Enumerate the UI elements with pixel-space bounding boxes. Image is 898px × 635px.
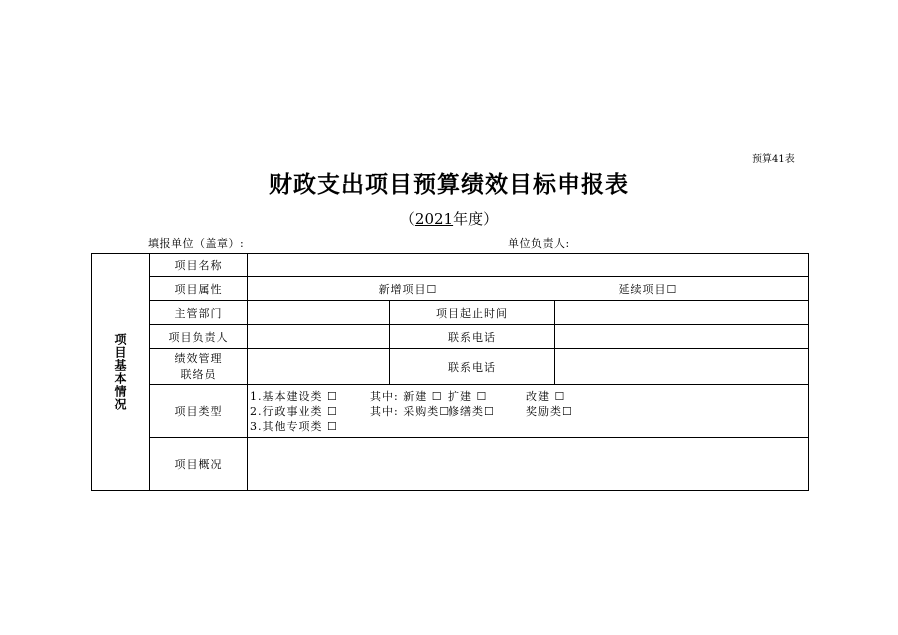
attribute-continuing-checkbox[interactable]: 延续项目☐ xyxy=(618,282,678,296)
type-basic-construction-checkbox[interactable]: 1.基本建设类 ☐ xyxy=(250,389,338,403)
project-attribute-label: 项目属性 xyxy=(150,277,248,301)
period-label: 项目起止时间 xyxy=(390,301,555,325)
year-line xyxy=(0,208,898,229)
phone-label-2: 联系电话 xyxy=(390,349,555,385)
type-new-build-checkbox[interactable]: 其中: 新建 ☐ xyxy=(370,389,443,403)
type-reward-checkbox[interactable]: 奖励类☐ xyxy=(526,404,573,418)
dept-label: 主管部门 xyxy=(150,301,248,325)
page-title: 财政支出项目预算绩效目标申报表 xyxy=(269,172,629,198)
perf-contact-field[interactable] xyxy=(248,349,390,385)
project-attribute-field xyxy=(248,277,809,301)
overview-field[interactable] xyxy=(248,438,809,491)
type-line-3 xyxy=(250,419,808,434)
fill-unit-label: 填报单位（盖章）: xyxy=(148,237,245,250)
perf-contact-label-line-2: 联络员 xyxy=(180,367,217,381)
type-expansion-checkbox[interactable]: 扩建 ☐ xyxy=(448,389,488,403)
section-label: 项目基本情况 xyxy=(92,254,150,491)
year-value[interactable]: 2021 xyxy=(414,210,454,228)
phone-label-1: 联系电话 xyxy=(390,325,555,349)
type-other-special-checkbox[interactable]: 3.其他专项类 ☐ xyxy=(250,419,338,433)
attribute-new-checkbox[interactable]: 新增项目☐ xyxy=(378,282,438,296)
type-procurement-checkbox[interactable]: 其中: 采购类☐ xyxy=(370,404,451,418)
project-type-field xyxy=(248,385,809,438)
type-renovation-checkbox[interactable]: 改建 ☐ xyxy=(526,389,566,403)
year-suffix: 年度） xyxy=(453,210,499,228)
declaration-form-table xyxy=(91,253,809,491)
perf-contact-label xyxy=(150,349,248,385)
dept-field[interactable] xyxy=(248,301,390,325)
perf-contact-label-line-1: 绩效管理 xyxy=(174,351,223,365)
type-repair-checkbox[interactable]: 修缮类☐ xyxy=(448,404,495,418)
type-line-2 xyxy=(250,404,808,419)
type-line-1 xyxy=(250,389,808,404)
project-type-label: 项目类型 xyxy=(150,385,248,438)
year-open: （ xyxy=(399,210,415,228)
type-administrative-checkbox[interactable]: 2.行政事业类 ☐ xyxy=(250,404,338,418)
project-name-field[interactable] xyxy=(248,254,809,277)
period-field[interactable] xyxy=(555,301,809,325)
owner-label: 项目负责人 xyxy=(150,325,248,349)
table-id: 预算41表 xyxy=(752,154,795,165)
phone-field-2[interactable] xyxy=(555,349,809,385)
owner-field[interactable] xyxy=(248,325,390,349)
phone-field-1[interactable] xyxy=(555,325,809,349)
unit-leader-label: 单位负责人: xyxy=(508,237,570,250)
overview-label: 项目概况 xyxy=(150,438,248,491)
project-name-label: 项目名称 xyxy=(150,254,248,277)
